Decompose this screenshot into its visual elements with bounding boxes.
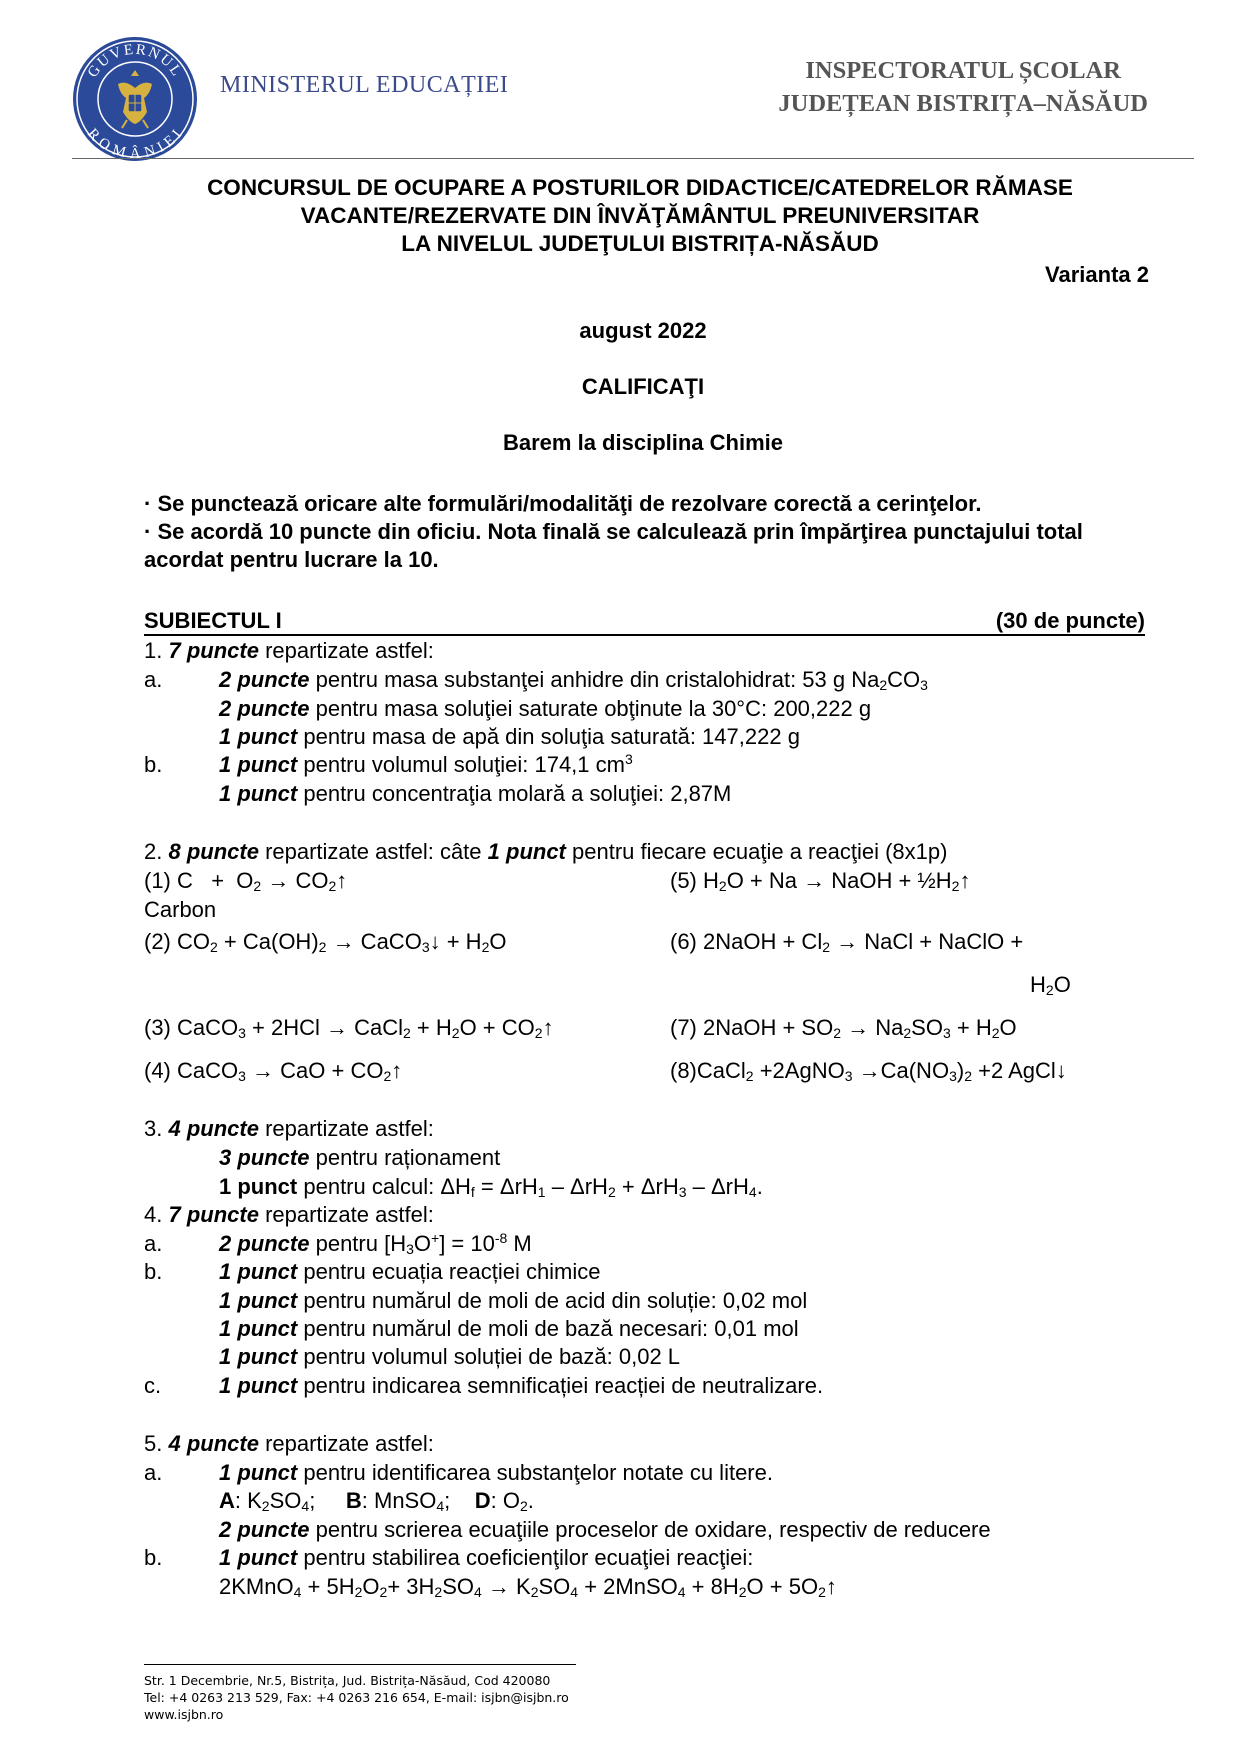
equation-6: (6) 2NaOH + $Cl_2$ → NaCl + NaClO + — [670, 929, 1024, 955]
equation-5: (5) $H_2O + Na$ → NaOH + $\frac{1}{2}H_2↑$ — [670, 868, 971, 894]
redox-equation: 2KMnO$_4$ + $5H_2O_2+ 3H_2SO_4 \to K_2SO_4$ + 2MnSO$_4$ + $8H_2O$ + $5O_2↑$ — [219, 1574, 837, 1600]
candidate-category: CALIFICAŢI — [581, 374, 705, 399]
footer-address: Str. 1 Decembrie, Nr.5, Bistrița, Jud. Bistrița-Năsăud, Cod 420080 — [144, 1673, 551, 1688]
logo-text-bottom: ROMÂNIEI — [83, 125, 187, 162]
logo-text-top: GUVERNUL — [84, 41, 186, 81]
q2-header: 2. 8 puncte repartizate astfel: câte 1 punct pentru fiecare ecuaţie a reacţiei (8x1p) — [144, 839, 948, 864]
equation-2: (2) $CO_2 + Ca(OH)_2$ → CaCO$_3$↓ + $H_2O$ — [144, 929, 507, 955]
discipline-title: Barem la disciplina Chimie — [503, 430, 783, 455]
q4-label-b: b. — [144, 1259, 163, 1284]
q4-line5: 1 punct pentru volumul soluției de bază: 0,02 L — [219, 1344, 681, 1369]
q5-label-b: b. — [144, 1545, 163, 1570]
subject-points: (30 de puncte) — [995, 608, 1145, 633]
title-line1: CONCURSUL DE OCUPARE A POSTURILOR DIDACTICE/CATEDRELOR RĂMASE — [207, 175, 1073, 200]
q1-line1: 2 puncte pentru masa substanţei anhidre din cristalohidrat: 53 g $Na_2CO_3$ — [219, 667, 928, 693]
q1-header: 1. 7 puncte repartizate astfel: — [144, 638, 434, 663]
footer-phone: Tel: +4 0263 213 529, Fax: +4 0263 216 654, E-mail: isjbn@isjbn.ro — [144, 1690, 569, 1705]
q4-line6: 1 punct pentru indicarea semnificației reacției de neutralizare. — [219, 1373, 824, 1398]
header-divider — [72, 158, 1194, 159]
rule-1: · Se punctează oricare alte formulări/modalităţi de rezolvare corectă a cerinţelor. — [144, 491, 982, 516]
q4-label-a: a. — [144, 1231, 163, 1256]
q1-label-b: b. — [144, 752, 163, 777]
q4-line2: 1 punct pentru ecuația reacției chimice — [219, 1259, 601, 1284]
title-line2: VACANTE/REZERVATE DIN ÎNVĂŢĂMÂNTUL PREUNIVERSITAR — [300, 203, 980, 228]
title-line3: LA NIVELUL JUDEŢULUI BISTRIȚA-NĂSĂUD — [401, 231, 879, 256]
q4-header: 4. 7 puncte repartizate astfel: — [144, 1202, 434, 1227]
q5-label-a: a. — [144, 1460, 163, 1485]
q3-header: 3. 4 puncte repartizate astfel: — [144, 1116, 434, 1141]
document-title — [90, 174, 1190, 258]
q3-line1: 3 puncte pentru raționament — [219, 1145, 501, 1170]
q1-line5: 1 punct pentru concentraţia molară a soluţiei: 2,87M — [219, 781, 732, 806]
equation-8: (8)CaCl$_2$ +2AgNO$_3$ $\to Ca(NO_3)_2 +2$ AgCl↓ — [670, 1058, 1067, 1084]
q5-line3: 2 puncte pentru scrierea ecuaţiile proceselor de oxidare, respectiv de reducere — [219, 1517, 991, 1542]
q3-line2: 1 punct pentru calcul: $\Delta H_f = \Delta rH_1 - \Delta rH_2 + \Delta rH_3 - \Delta rH_4$. — [219, 1174, 763, 1200]
equation-4: (4) CaCO$_3$ → CaO + $CO_2↑$ — [144, 1058, 403, 1084]
subject-header — [144, 608, 1145, 636]
equation-3: (3) CaCO$_3$ + 2HCl → CaCl$_2$ + $H_2O$ + $CO_2↑$ — [144, 1015, 554, 1041]
q1-line4: 1 punct pentru volumul soluţiei: 174,1 $cm^3$ — [219, 751, 633, 777]
exam-date: august 2022 — [579, 318, 707, 343]
q1-line3: 1 punct pentru masa de apă din soluţia saturată: 147,222 g — [219, 724, 800, 749]
q4-line3: 1 punct pentru numărul de moli de acid din soluție: 0,02 mol — [219, 1288, 808, 1313]
q4-line1: 2 puncte pentru $[H_3O^+] = 10^{-8}$ M — [219, 1230, 532, 1257]
footer-website[interactable]: www.isjbn.ro — [144, 1707, 224, 1722]
government-seal-logo — [72, 36, 198, 162]
grading-rules — [144, 490, 1154, 574]
q1-line2: 2 puncte pentru masa soluţiei saturate obţinute la 30°C: 200,222 g — [219, 696, 872, 721]
equation-1: (1) $C + O_2$ → $CO_2↑$ — [144, 868, 348, 894]
q5-line2: A: $K_2SO_4$; B: MnSO$_4$; D: $O_2$. — [219, 1488, 534, 1514]
rule-2: · Se acordă 10 puncte din oficiu. Nota finală se calculează prin împărţirea punctajului total acordat pentru lucrare la 10. — [144, 519, 1083, 572]
q5-header: 5. 4 puncte repartizate astfel: — [144, 1431, 434, 1456]
q5-line1: 1 punct pentru identificarea substanţelor notate cu litere. — [219, 1460, 773, 1485]
equation-7: (7) 2NaOH + $SO_2 \to Na_2SO_3 + H_2O$ — [670, 1015, 1017, 1041]
q1-label-a: a. — [144, 667, 163, 692]
equation-6-wrap: $H_2O$ — [1030, 972, 1071, 998]
q4-line4: 1 punct pentru numărul de moli de bază necesari: 0,01 mol — [219, 1316, 799, 1341]
subject-name: SUBIECTUL I — [144, 608, 282, 633]
footer-contact — [144, 1672, 569, 1723]
footer-divider — [144, 1664, 576, 1665]
equation-1-note: Carbon — [144, 897, 217, 922]
ministry-name: MINISTERUL EDUCAȚIEI — [220, 72, 509, 98]
variant-label: Varianta 2 — [1045, 262, 1149, 287]
inspectorate-name — [778, 54, 1148, 120]
q5-line4: 1 punct pentru stabilirea coeficienţilor ecuaţiei reacţiei: — [219, 1545, 754, 1570]
q4-label-c: c. — [144, 1373, 162, 1398]
inspectorate-line2: JUDEȚEAN BISTRIȚA–NĂSĂUD — [778, 90, 1148, 117]
inspectorate-line1: INSPECTORATUL ȘCOLAR — [805, 57, 1121, 84]
